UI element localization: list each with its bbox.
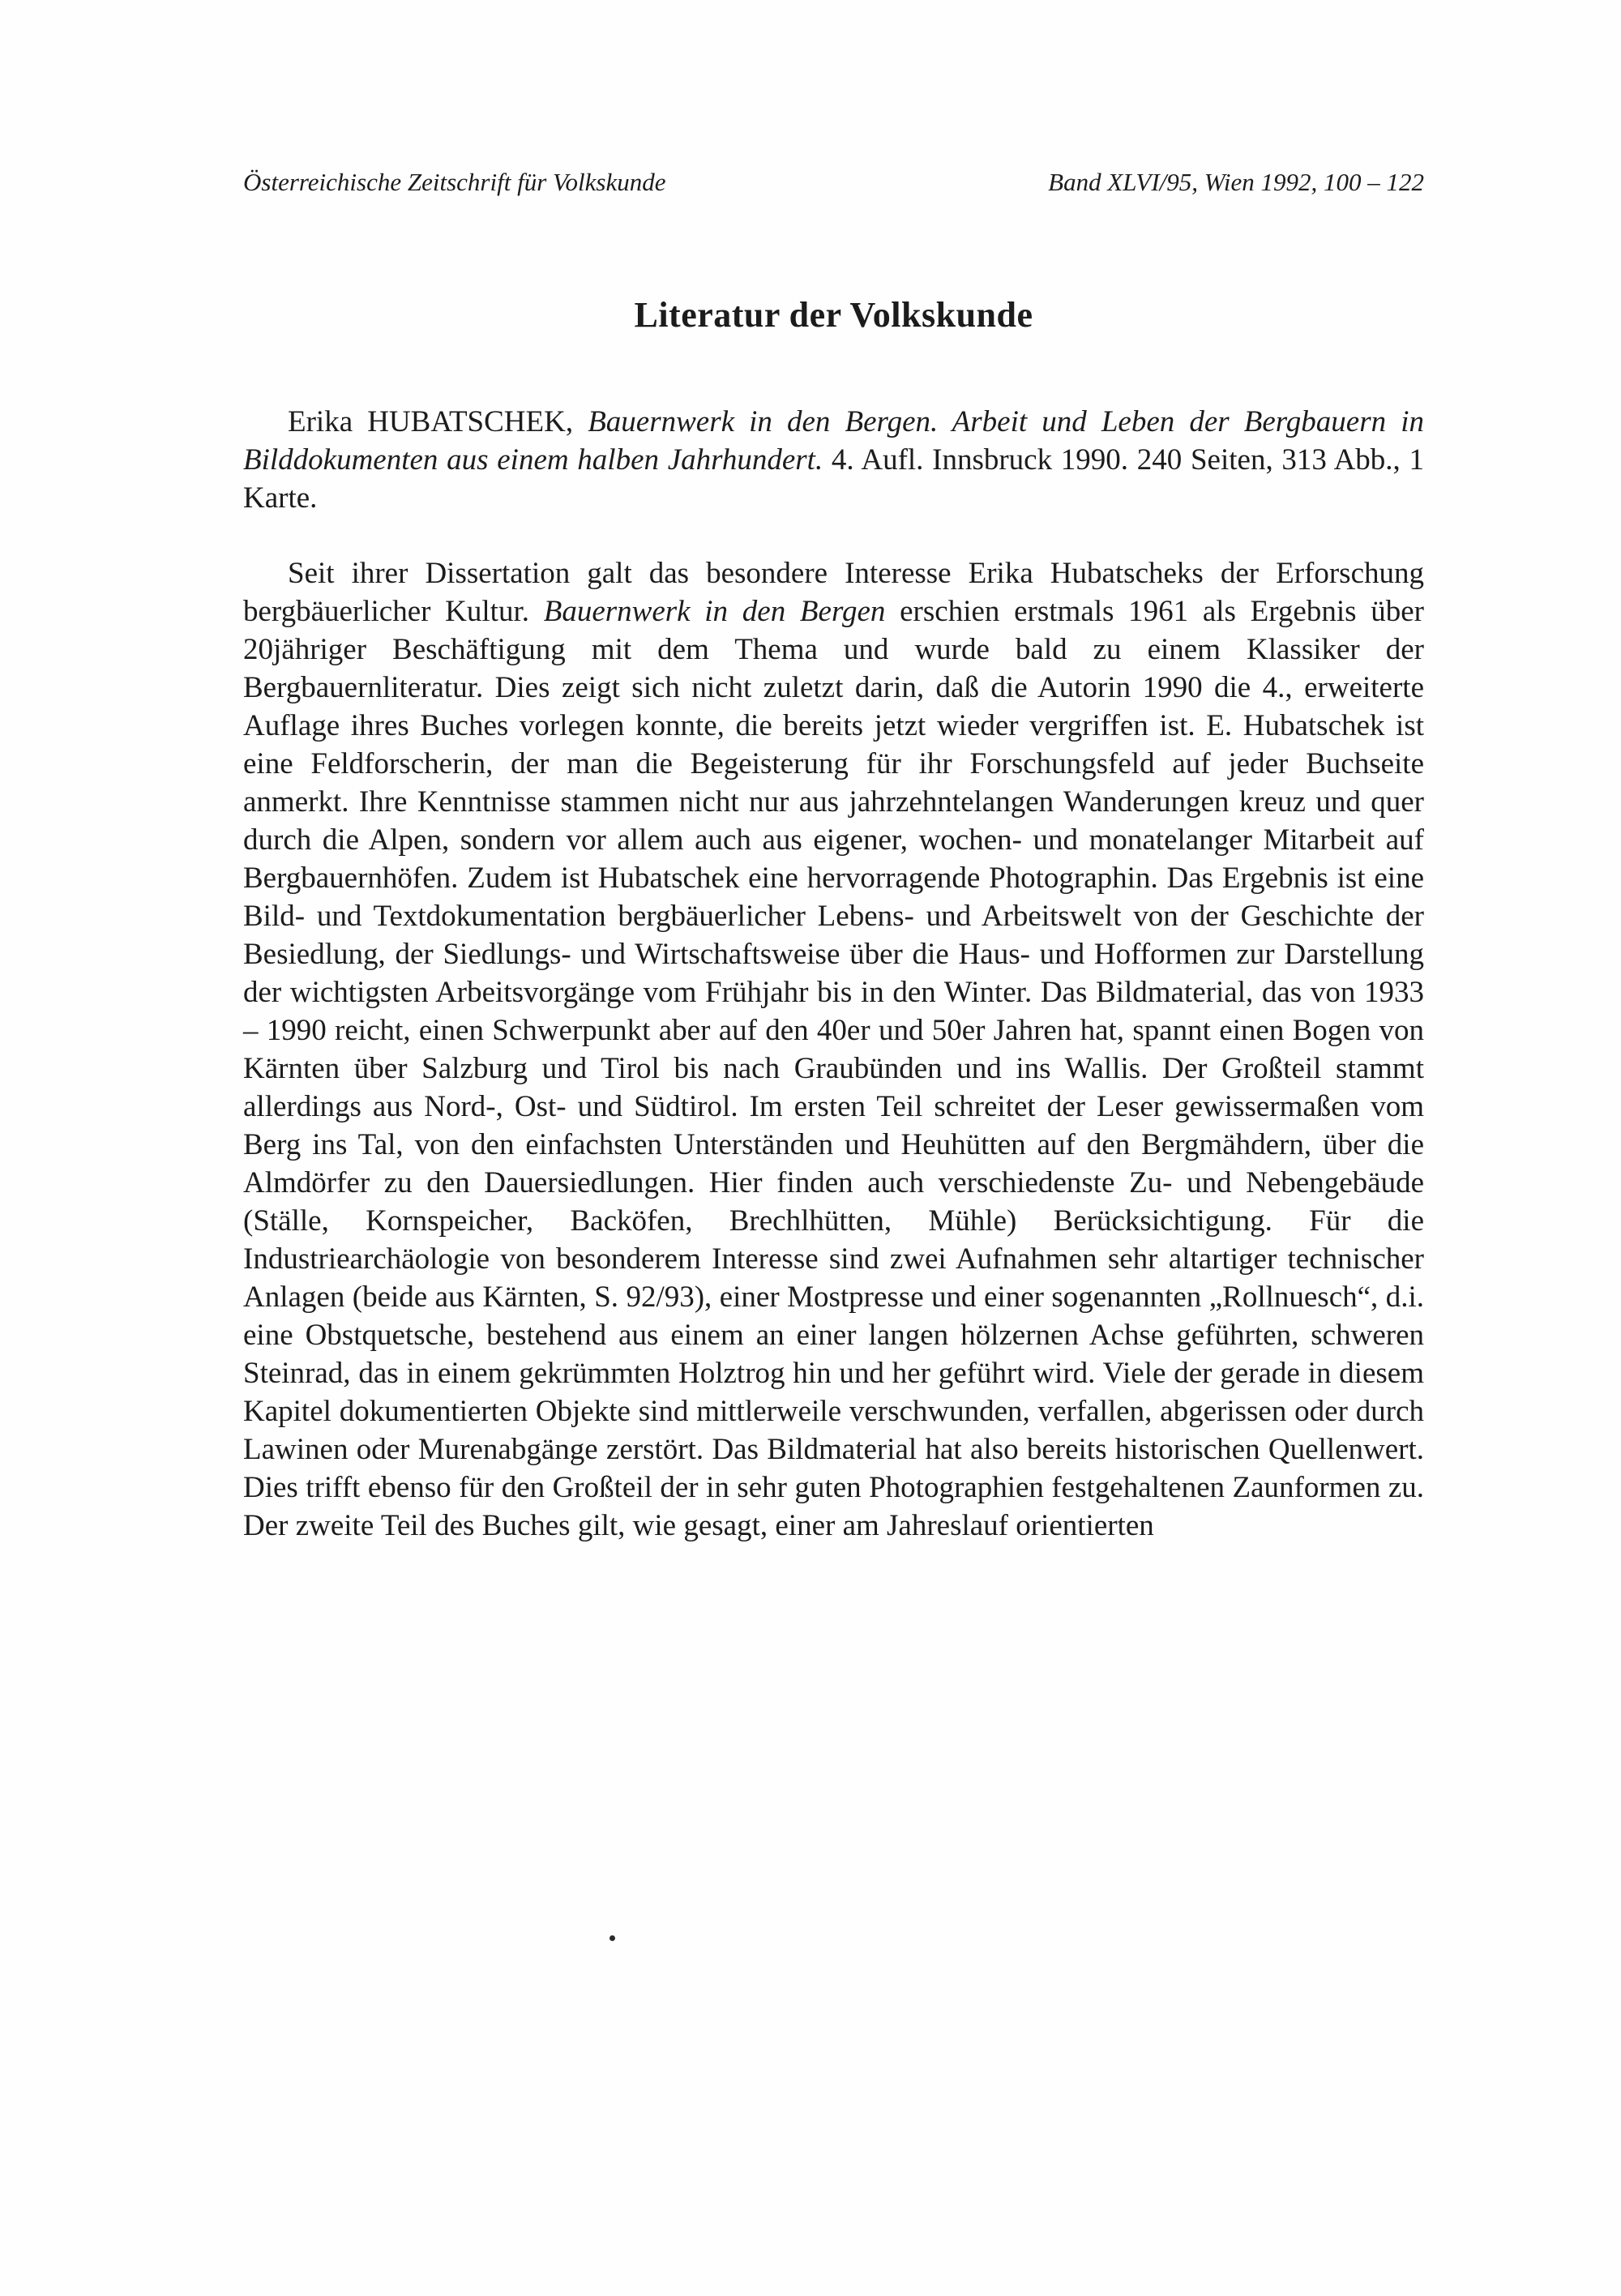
issue-info: Band XLVI/95, Wien 1992, 100 – 122 <box>1048 168 1424 196</box>
review-text-lead: Seit ihrer Dissertation galt das besondere Interesse Erika Hubatscheks der Erforschung bergbäuerlicher Kultur. <box>243 557 1424 628</box>
citation-author: Erika HUBATSCHEK, <box>288 405 588 438</box>
journal-name: Österreichische Zeitschrift für Volkskunde <box>243 168 666 196</box>
review-book-title: Bauernwerk in den Bergen <box>543 595 886 628</box>
citation-paragraph <box>243 403 1424 517</box>
review-text-body: erschien erstmals 1961 als Ergebnis über 20jähriger Beschäftigung mit dem Thema und wurde bald zu einem Klassiker der Bergbauernliteratur. Dies zeigt sich nicht zuletzt darin, daß die Autorin 1990 die 4., erweiterte Auflage ihres Buches vorlegen konnte, die bereits jetzt wieder vergriffen ist. E. Hubatschek ist eine Feldforscherin, der man die Begeisterung für ihr Forschungsfeld auf jeder Buchseite anmerkt. Ihre Kenntnisse stammen nicht nur aus jahrzehntelangen Wanderungen kreuz und quer durch die Alpen, sondern vor allem auch aus eigener, wochen- und monatelanger Mitarbeit auf Bergbauernhöfen. Zudem ist Hubatschek eine hervorragende Photographin. Das Ergebnis ist eine Bild- und Textdokumentation bergbäuerlicher Lebens- und Arbeitswelt von der Geschichte der Besiedlung, der Siedlungs- und Wirtschaftsweise über die Haus- und Hofformen zur Darstellung der wichtigsten Arbeitsvorgänge vom Frühjahr bis in den Winter. Das Bildmaterial, das von 1933 – 1990 reicht, einen Schwerpunkt aber auf den 40er und 50er Jahren hat, spannt einen Bogen von Kärnten über Salzburg und Tirol bis nach Graubünden und ins Wallis. Der Großteil stammt allerdings aus Nord-, Ost- und Südtirol. Im ersten Teil schreitet der Leser gewissermaßen vom Berg ins Tal, von den einfachsten Unterständen und Heuhütten auf den Bergmähdern, über die Almdörfer zu den Dauersiedlungen. Hier finden auch verschiedenste Zu- und Nebengebäude (Ställe, Kornspeicher, Backöfen, Brechlhütten, Mühle) Berücksichtigung. Für die Industriearchäologie von besonderem Interesse sind zwei Aufnahmen sehr altartiger technischer Anlagen (beide aus Kärnten, S. 92/93), einer Mostpresse und einer sogenannten „Rollnuesch“, d.i. eine Obstquetsche, bestehend aus einem an einer langen hölzernen Achse geführten, schweren Steinrad, das in einem gekrümmten Holztrog hin und her geführt wird. Viele der gerade in diesem Kapitel dokumentierten Objekte sind mittlerweile verschwunden, verfallen, abgerissen oder durch Lawinen oder Murenabgänge zerstört. Das Bildmaterial hat also bereits historischen Quellenwert. Dies trifft ebenso für den Großteil der in sehr guten Photographien festgehaltenen Zaunformen zu. Der zweite Teil des Buches gilt, wie gesagt, einer am Jahreslauf orientierten <box>243 595 1424 1542</box>
scan-artifact-dot <box>609 1935 615 1941</box>
book-title: Bauernwerk in den Bergen. Arbeit und Leben der Bergbauern in Bilddokumenten aus einem halben Jahrhundert. <box>243 405 1424 477</box>
review-paragraph <box>243 554 1424 1545</box>
journal-header <box>243 166 1424 199</box>
section-title: Literatur der Volkskunde <box>634 295 1033 335</box>
citation-publication-info: 4. Aufl. Innsbruck 1990. 240 Seiten, 313 Abb., 1 Karte. <box>243 443 1424 515</box>
